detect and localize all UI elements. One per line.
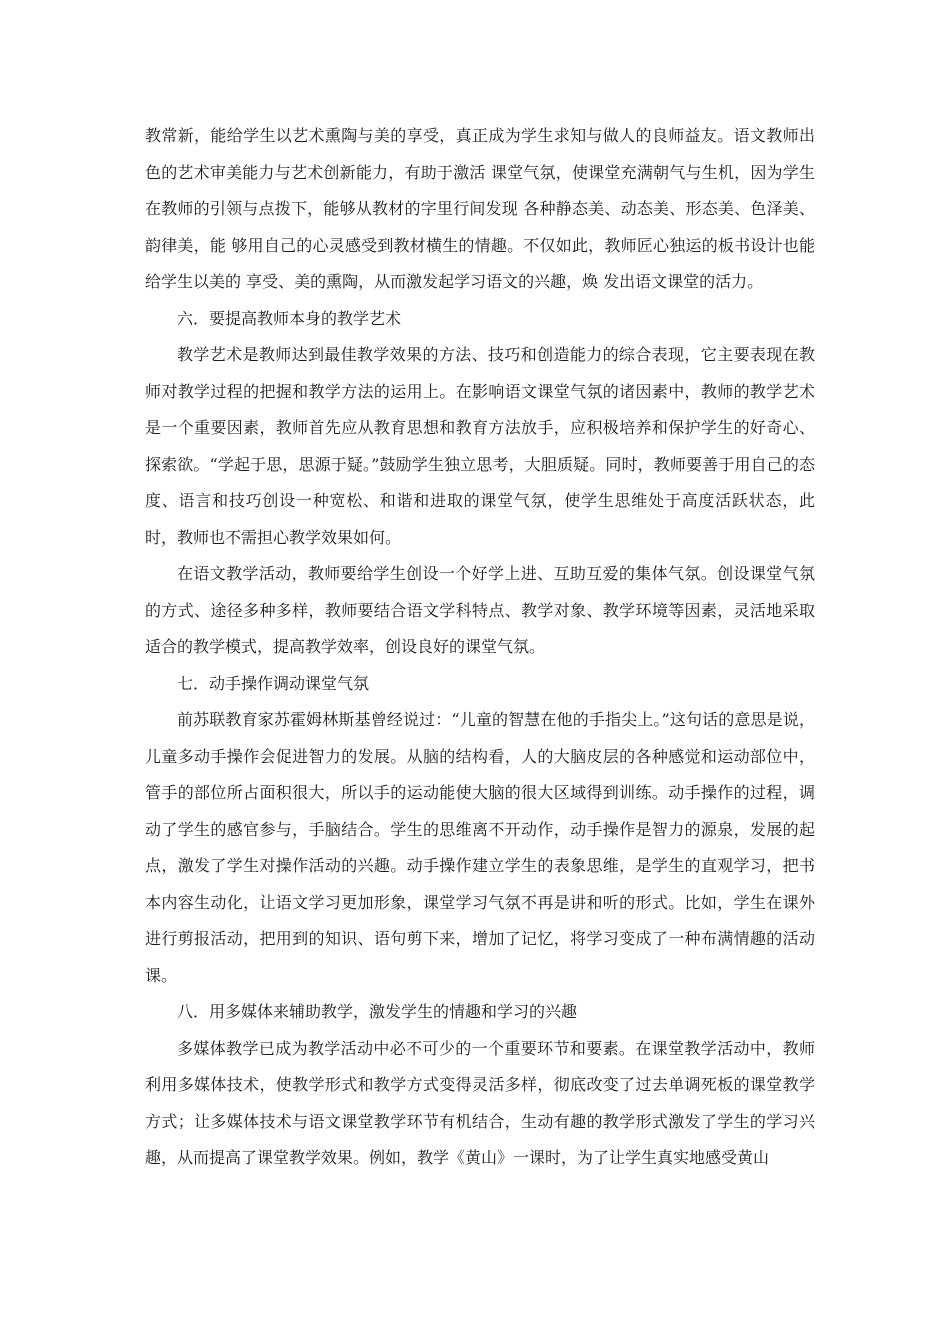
paragraph-7: 前苏联教育家苏霍姆林斯基曾经说过：“儿童的智慧在他的手指尖上。”这句话的意思是说，儿童多动手操作会促进智力的发展。从脑的结构看，人的大脑皮层的各种感觉和运动部位中，管手的部位所占面积很大，所以手的运动能使大脑的很大区域得到训练。动手操作的过程，调动了学生的感官参与，手脑结合。学生的思维离不开动作，动手操作是智力的源泉，发展的起点，激发了学生对操作活动的兴趣。动手操作建立学生的表象思维，是学生的直观学习，把书本内容生动化，让语文学习更加形象，课堂学习气氛不再是讲和听的形式。比如，学生在课外进行剪报活动，把用到的知识、语句剪下来，增加了记忆，将学习变成了一种布满情趣的活动课。	[145, 710, 815, 985]
section-heading-7: 七．动手操作调动课堂气氛	[177, 673, 370, 693]
document-page	[145, 118, 815, 1177]
paragraph-8: 多媒体教学已成为教学活动中必不可少的一个重要环节和要素。在课堂教学活动中，教师利用多媒体技术，使教学形式和教学方式变得灵活多样，彻底改变了过去单调死板的课堂教学方式；让多媒体技术与语文课堂教学环节有机结合，生动有趣的教学形式激发了学生的学习兴趣，从而提高了课堂教学效果。例如，教学《黄山》一课时，为了让学生真实地感受黄山	[145, 1038, 815, 1167]
section-heading-6: 六．要提高教师本身的教学艺术	[177, 308, 402, 328]
section-heading-8: 八．用多媒体来辅助教学，激发学生的情趣和学习的兴趣	[177, 1002, 578, 1021]
paragraph-continuation: 教常新，能给学生以艺术熏陶与美的享受，真正成为学生求知与做人的良师益友。语文教师出 色的艺术审美能力与艺术创新能力，有助于激活 课堂气氛，使课堂充满朝气与生机，因为学生在教师的引领与点拨下，能够从教材的字里行间发现 各种静态美、动态美、形态美、色泽美、韵律美，能 够用自己的心灵感受到教材横生的情趣。不仅如此，教师匠心独运的板书设计也能给学生以美的 享受、美的熏陶，从而激发起学习语文的兴趣，焕 发出语文课堂的活力。	[145, 126, 815, 291]
paragraph-6b: 在语文教学活动，教师要给学生创设一个好学上进、互助互爱的集体气氛。创设课堂气氛的方式、途径多种多样，教师要结合语文学科特点、教学对象、教学环境等因素，灵活地采取适合的教学模式，提高教学效率，创设良好的课堂气氛。	[145, 564, 815, 656]
paragraph-6a: 教学艺术是教师达到最佳教学效果的方法、技巧和创造能力的综合表现，它主要表现在教师对教学过程的把握和教学方法的运用上。在影响语文课堂气氛的诸因素中，教师的教学艺术是一个重要因素，教师首先应从教育思想和教育方法放手，应积极培养和保护学生的好奇心、探索欲。“学起于思，思源于疑。”鼓励学生独立思考，大胆质疑。同时，教师要善于用自己的态度、语言和技巧创设一种宽松、和谐和进取的课堂气氛，使学生思维处于高度活跃状态，此时，教师也不需担心教学效果如何。	[145, 345, 815, 547]
